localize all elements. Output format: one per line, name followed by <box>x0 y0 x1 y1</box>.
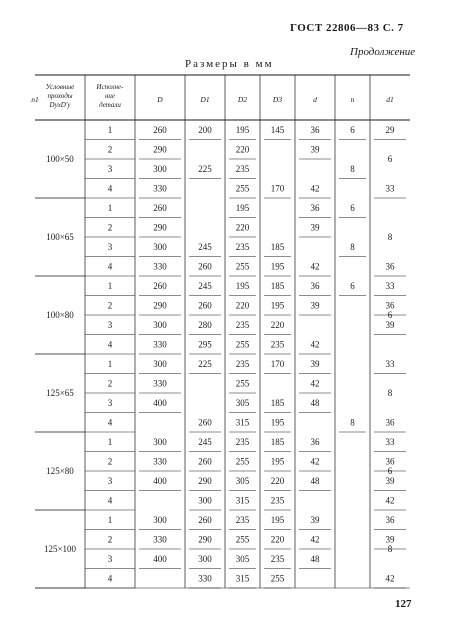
cell-n1: 8 <box>387 544 393 554</box>
cell-execution: 2 <box>107 534 113 545</box>
cell-execution: 4 <box>107 417 113 428</box>
cell-d: 260 <box>153 125 167 135</box>
cell-d1: 42 <box>385 495 395 506</box>
cell-d2: 235 <box>235 242 250 252</box>
cell-d1: 260 <box>198 515 212 525</box>
page-number: 127 <box>395 598 412 610</box>
cell-d1: 200 <box>198 125 212 135</box>
cell-d: 400 <box>153 554 167 564</box>
cell-d2: 255 <box>235 534 250 545</box>
cell-d2: 255 <box>235 183 250 194</box>
cell-execution: 1 <box>107 125 113 135</box>
cell-d2: 315 <box>235 573 250 584</box>
cell-n: 8 <box>350 164 355 174</box>
group-label: 100×50 <box>46 154 74 164</box>
cell-d: 400 <box>153 398 167 408</box>
cell-d: 300 <box>153 437 167 447</box>
cell-d3: 170 <box>270 359 285 369</box>
cell-d1: 39 <box>385 534 395 545</box>
cell-d: 42 <box>310 261 320 272</box>
cell-execution: 4 <box>107 339 113 350</box>
cell-execution: 3 <box>107 398 113 408</box>
header-d2: D2 <box>237 95 248 104</box>
document-header: ГОСТ 22806—83 С. 7 <box>290 22 404 34</box>
cell-n: 8 <box>350 417 355 428</box>
cell-d3: 185 <box>270 281 285 291</box>
cell-d2: 195 <box>235 203 250 213</box>
cell-execution: 4 <box>107 261 113 272</box>
cell-d: 330 <box>153 378 167 389</box>
cell-d3: 220 <box>270 476 285 486</box>
cell-d: 300 <box>153 164 167 174</box>
cell-d1: 33 <box>385 183 395 194</box>
cell-d: 300 <box>153 320 167 330</box>
cell-d1: 290 <box>198 534 212 545</box>
cell-d3: 195 <box>270 515 285 525</box>
header-d: D <box>157 95 163 104</box>
cell-execution: 3 <box>107 476 113 486</box>
header-d1: d1 <box>386 95 394 104</box>
cell-d2: 195 <box>235 125 250 135</box>
cell-execution: 2 <box>107 300 113 311</box>
cell-execution: 2 <box>107 144 113 155</box>
cell-execution: 1 <box>107 359 113 369</box>
cell-n1: 6 <box>387 466 393 476</box>
dimensions-table-svg <box>31 75 415 595</box>
cell-n: 6 <box>350 281 355 291</box>
cell-d: 39 <box>310 359 320 369</box>
cell-d3: 220 <box>270 320 285 330</box>
cell-d3: 235 <box>270 339 285 350</box>
cell-d: 48 <box>310 554 320 564</box>
cell-d2: 195 <box>235 281 250 291</box>
cell-d1: 29 <box>385 125 395 135</box>
header-d: d <box>313 95 317 104</box>
cell-d1: 300 <box>198 554 212 564</box>
cell-n: 8 <box>350 242 355 252</box>
cell-d1: 33 <box>385 281 395 291</box>
cell-d: 36 <box>310 281 320 291</box>
group-label: 125×65 <box>46 388 74 398</box>
cell-d1: 330 <box>198 573 212 584</box>
cell-execution: 3 <box>107 164 113 174</box>
cell-d: 39 <box>310 222 320 233</box>
cell-d3: 195 <box>270 417 285 428</box>
cell-n1: 8 <box>387 388 393 398</box>
cell-d3: 185 <box>270 437 285 447</box>
cell-d: 260 <box>153 281 167 291</box>
cell-execution: 4 <box>107 573 113 584</box>
cell-d: 42 <box>310 456 320 467</box>
cell-execution: 2 <box>107 456 113 467</box>
cell-d: 330 <box>153 534 167 545</box>
cell-d1: 280 <box>198 320 212 330</box>
group-label: 100×80 <box>46 310 74 320</box>
cell-d2: 315 <box>235 417 250 428</box>
header-execution: ние <box>104 92 116 100</box>
cell-d: 42 <box>310 183 320 194</box>
cell-d2: 220 <box>235 300 250 311</box>
cell-d1: 260 <box>198 300 212 311</box>
cell-execution: 1 <box>107 203 113 213</box>
cell-d: 39 <box>310 144 320 155</box>
cell-d2: 305 <box>235 476 250 486</box>
cell-d2: 235 <box>235 359 250 369</box>
cell-d: 48 <box>310 476 320 486</box>
cell-d2: 235 <box>235 320 250 330</box>
cell-n1: 6 <box>387 310 393 320</box>
header-d1: D1 <box>200 95 210 104</box>
cell-d3: 220 <box>270 534 285 545</box>
cell-d3: 255 <box>270 573 285 584</box>
cell-d1: 33 <box>385 437 395 447</box>
cell-n1: 8 <box>387 232 393 242</box>
cell-d: 48 <box>310 398 320 408</box>
cell-n1: 6 <box>387 154 393 164</box>
cell-d2: 220 <box>235 144 250 155</box>
cell-d: 260 <box>153 203 167 213</box>
cell-execution: 3 <box>107 320 113 330</box>
cell-d1: 260 <box>198 456 212 467</box>
header-d3: D3 <box>272 95 283 104</box>
cell-execution: 3 <box>107 242 113 252</box>
dimensions-table <box>31 75 415 595</box>
cell-d: 36 <box>310 203 320 213</box>
continuation-label: Продолжение <box>350 46 416 58</box>
cell-d: 300 <box>153 359 167 369</box>
cell-d2: 235 <box>235 515 250 525</box>
cell-d: 36 <box>310 125 320 135</box>
cell-d1: 260 <box>198 261 212 272</box>
cell-d: 42 <box>310 378 320 389</box>
cell-d1: 36 <box>385 261 395 272</box>
header-n1: n1 <box>31 95 39 104</box>
cell-d3: 235 <box>270 495 285 506</box>
cell-d: 290 <box>153 300 167 311</box>
cell-d3: 185 <box>270 242 285 252</box>
header-nominal-bore: Условные <box>45 83 75 91</box>
cell-d1: 39 <box>385 476 395 486</box>
cell-d2: 235 <box>235 437 250 447</box>
cell-execution: 1 <box>107 515 113 525</box>
header-nominal-bore: проходы <box>47 92 73 100</box>
cell-d2: 305 <box>235 398 250 408</box>
header-n: n <box>350 95 355 104</box>
cell-d2: 235 <box>235 164 250 174</box>
cell-d1: 36 <box>385 300 395 311</box>
cell-d1: 245 <box>198 242 212 252</box>
cell-d: 330 <box>153 456 167 467</box>
cell-d: 36 <box>310 437 320 447</box>
cell-execution: 1 <box>107 281 113 291</box>
group-label: 125×100 <box>43 544 77 554</box>
cell-d3: 185 <box>270 398 285 408</box>
cell-d: 42 <box>310 339 320 350</box>
cell-d3: 195 <box>270 300 285 311</box>
cell-execution: 3 <box>107 554 113 564</box>
cell-d2: 255 <box>235 261 250 272</box>
cell-d1: 36 <box>385 515 395 525</box>
group-label: 125×80 <box>46 466 74 476</box>
group-label: 100×65 <box>46 232 74 242</box>
cell-d: 39 <box>310 515 320 525</box>
cell-d3: 195 <box>270 261 285 272</box>
cell-n: 6 <box>350 125 355 135</box>
cell-d2: 305 <box>235 554 250 564</box>
cell-d2: 255 <box>235 339 250 350</box>
cell-execution: 1 <box>107 437 113 447</box>
cell-d1: 260 <box>198 417 212 428</box>
cell-d3: 145 <box>270 125 285 135</box>
header-nominal-bore: DуxD'у <box>49 101 71 109</box>
cell-execution: 2 <box>107 378 113 389</box>
cell-d2: 315 <box>235 495 250 506</box>
cell-execution: 2 <box>107 222 113 233</box>
cell-d2: 255 <box>235 378 250 389</box>
header-execution: Исполне- <box>96 83 124 91</box>
cell-d1: 225 <box>198 164 212 174</box>
cell-d: 290 <box>153 222 167 233</box>
cell-d1: 245 <box>198 281 212 291</box>
cell-d: 39 <box>310 300 320 311</box>
cell-d1: 42 <box>385 573 395 584</box>
cell-d: 300 <box>153 515 167 525</box>
cell-execution: 4 <box>107 495 113 506</box>
cell-execution: 4 <box>107 183 113 194</box>
table-caption: Размеры в мм <box>185 58 274 70</box>
cell-d1: 295 <box>198 339 212 350</box>
cell-d: 300 <box>153 242 167 252</box>
cell-d: 330 <box>153 183 167 194</box>
cell-d3: 235 <box>270 554 285 564</box>
cell-d2: 255 <box>235 456 250 467</box>
cell-d1: 39 <box>385 320 395 330</box>
cell-d: 400 <box>153 476 167 486</box>
header-execution: детали <box>99 101 121 109</box>
cell-d2: 220 <box>235 222 250 233</box>
cell-d1: 225 <box>198 359 212 369</box>
cell-d1: 245 <box>198 437 212 447</box>
cell-d1: 290 <box>198 476 212 486</box>
cell-d1: 36 <box>385 456 395 467</box>
cell-d1: 33 <box>385 359 395 369</box>
cell-d3: 195 <box>270 456 285 467</box>
cell-d: 290 <box>153 144 167 155</box>
cell-d: 330 <box>153 261 167 272</box>
cell-d1: 36 <box>385 417 395 428</box>
cell-n: 6 <box>350 203 355 213</box>
cell-d3: 170 <box>270 183 285 194</box>
cell-d: 42 <box>310 534 320 545</box>
cell-d1: 300 <box>198 495 212 506</box>
cell-d: 330 <box>153 339 167 350</box>
